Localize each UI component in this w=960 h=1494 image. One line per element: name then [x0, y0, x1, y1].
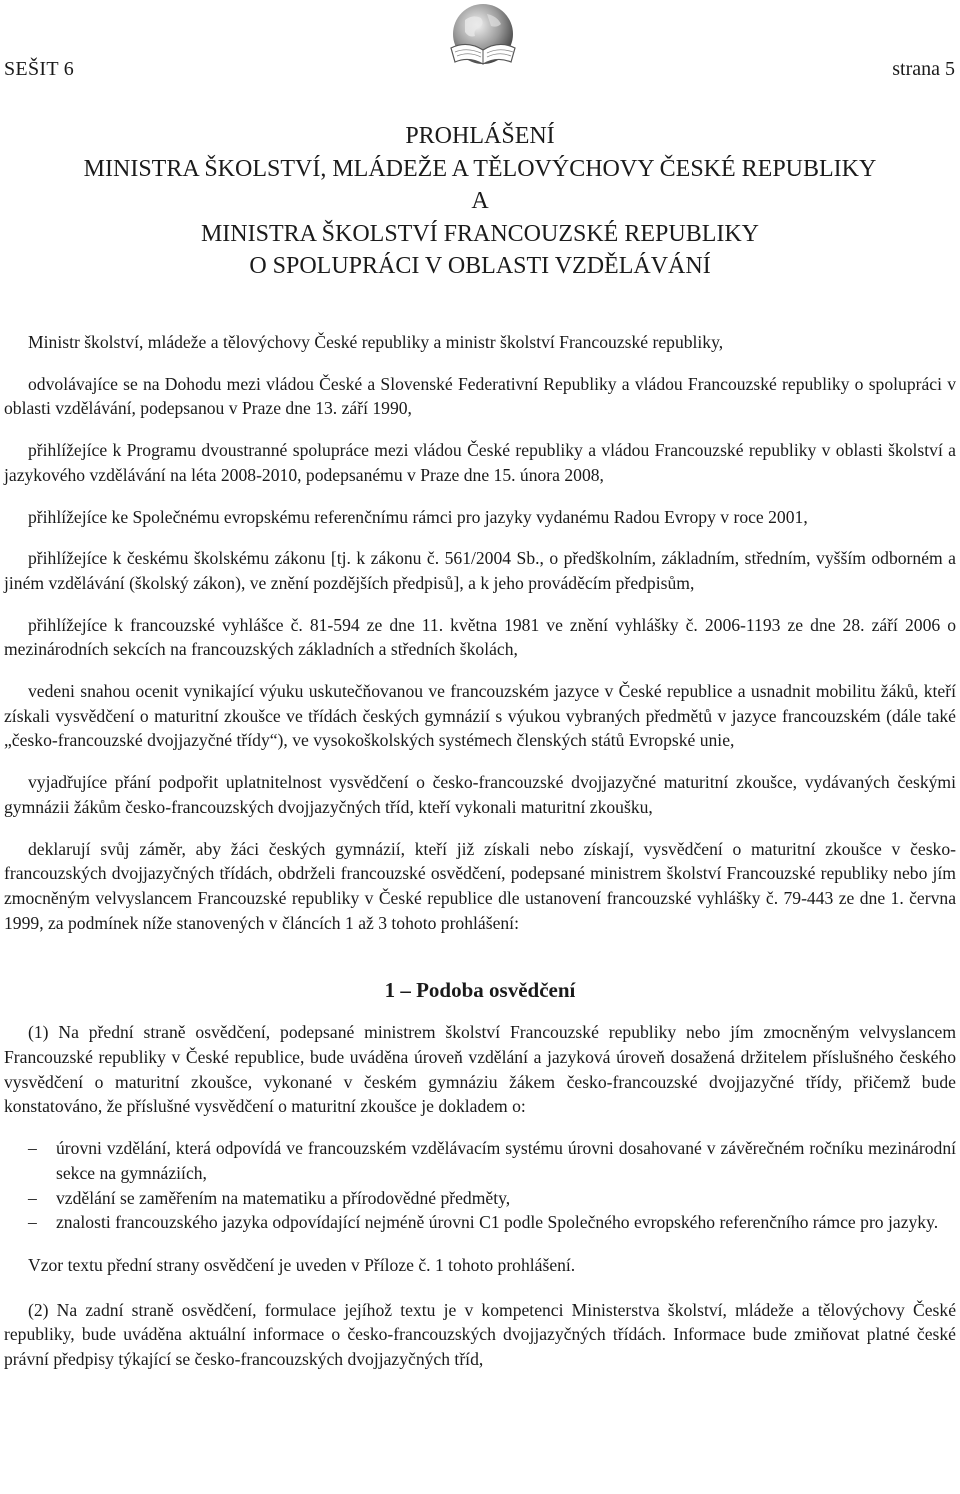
list-item: – znalosti francouzského jazyka odpovídající nejméně úrovni C1 podle Společného evropského referenčního rámce pro jazyky.: [4, 1210, 956, 1235]
section-heading: 1 – Podoba osvědčení: [384, 978, 576, 1003]
title-line: MINISTRA ŠKOLSTVÍ FRANCOUZSKÉ REPUBLIKY: [200, 220, 760, 247]
title-line: MINISTRA ŠKOLSTVÍ, MLÁDEŽE A TĚLOVÝCHOVY ČESKÉ REPUBLIKY: [83, 155, 877, 182]
recital-paragraph: přihlížejíce k Programu dvoustranné spolupráce mezi vládou České republiky a vládou Francouzské republiky v oblasti školství a jazykového vzdělávání na léta 2008-2010, podepsanému v Praze dne 15. února 2008,: [4, 440, 956, 485]
recital-paragraph: přihlížejíce k francouzské vyhlášce č. 81-594 ze dne 11. května 1981 ve znění vyhlášky č. 2006-1193 ze dne 28. září 2006 o mezinárodních sekcích na francouzských základních a středních školách,: [4, 614, 956, 660]
title-line: PROHLÁŠENÍ: [405, 123, 555, 149]
globe-book-logo-icon: [443, 0, 519, 72]
recital-paragraph: přihlížejíce ke Společnému evropskému referenčnímu rámci pro jazyky vydanému Radou Evropy v roce 2001,: [28, 506, 808, 527]
sample-note: Vzor textu přední strany osvědčení je uveden v Příloze č. 1 tohoto prohlášení.: [28, 1254, 576, 1275]
bullet-list: [4, 1136, 956, 1235]
header-section-label: SEŠIT 6: [4, 58, 75, 80]
intro-paragraph: Ministr školství, mládeže a tělovýchovy České republiky a ministr školství Francouzské republiky,: [28, 332, 724, 352]
recital-paragraph: vyjadřujíce přání podpořit uplatnitelnost vysvědčení o česko-francouzské dvojjazyčné maturitní zkoušce, vydávaných českými gymnázii žákům česko-francouzských dvojjazyčných tříd, kteří vykonali maturitní zkoušku,: [4, 772, 956, 817]
recital-paragraph: vedeni snahou ocenit vynikající výuku uskutečňovanou ve francouzském jazyce v České republice a usnadnit mobilitu žáků, kteří získali vysvědčení o maturitní zkoušce ve třídách českých gymnázií s výukou vybraných předmětů v jazyce francouzském (dále také „česko-francouzské dvojjazyčné třídy“), ve vysokoškolských systémech členských států Evropské unie,: [4, 681, 956, 751]
document-body: [4, 330, 956, 1372]
section-paragraph-2: (2) Na zadní straně osvědčení, formulace jejíhož textu je v kompetenci Ministerstva školství, mládeže a tělovýchovy České republiky, bude uváděna aktuální informace o česko-francouzských dvojjazyčných třídách. Informace bude zmiňovat platné české právní předpisy týkající se česko-francouzských dvojjazyčných tříd,: [4, 1299, 956, 1370]
recital-paragraph: odvolávajíce se na Dohodu mezi vládou České a Slovenské Federativní Republiky a vládou Francouzské republiky o spolupráci v oblasti vzdělávání, podepsanou v Praze dne 13. září 1990,: [4, 373, 956, 419]
declaration-paragraph: deklarují svůj záměr, aby žáci českých gymnázií, kteří již získali nebo získají, vysvědčení o maturitní zkoušce v česko-francouzských dvojjazyčných třídách, obdrželi francouzské osvědčení, podepsané ministrem školství Francouzské republiky nebo jím zmocněným velvyslancem Francouzské republiky v České republice dle ustanovení francouzské vyhlášky č. 79-443 ze dne 1. června 1999, za podmínek níže stanovených v článcích 1 až 3 tohoto prohlášení:: [4, 838, 956, 933]
recital-paragraph: přihlížejíce k českému školskému zákonu [tj. k zákonu č. 561/2004 Sb., o předškolním, základním, středním, vyšším odborném a jiném vzdělávání (školský zákon), ve znění pozdějších předpisů], a k jeho prováděcím předpisům,: [4, 548, 956, 593]
title-line: O SPOLUPRÁCI V OBLASTI VZDĚLÁVÁNÍ: [249, 253, 711, 280]
list-item: – vzdělání se zaměřením na matematiku a přírodovědné předměty,: [4, 1186, 956, 1211]
document-title: [0, 120, 960, 283]
title-line: A: [471, 188, 489, 215]
list-item: – úrovni vzdělání, která odpovídá ve francouzském vzdělávacím systému úrovni dosahované v závěrečném ročníku mezinárodní sekce na gymnáziích,: [4, 1136, 956, 1185]
page-number: strana 5: [892, 58, 955, 80]
section-paragraph-1: (1) Na přední straně osvědčení, podepsané ministrem školství Francouzské republiky nebo jím zmocněným velvyslancem Francouzské republiky v České republice, bude uváděna úroveň vzdělání a jazyková úroveň dosažená držitelem příslušného českého vysvědčení o maturitní zkoušce, vykonané v českém gymnáziu žákem česko-francouzské dvojjazyčné třídy, přičemž bude konstatováno, že příslušné vysvědčení o maturitní zkoušce je dokladem o:: [4, 1022, 956, 1117]
